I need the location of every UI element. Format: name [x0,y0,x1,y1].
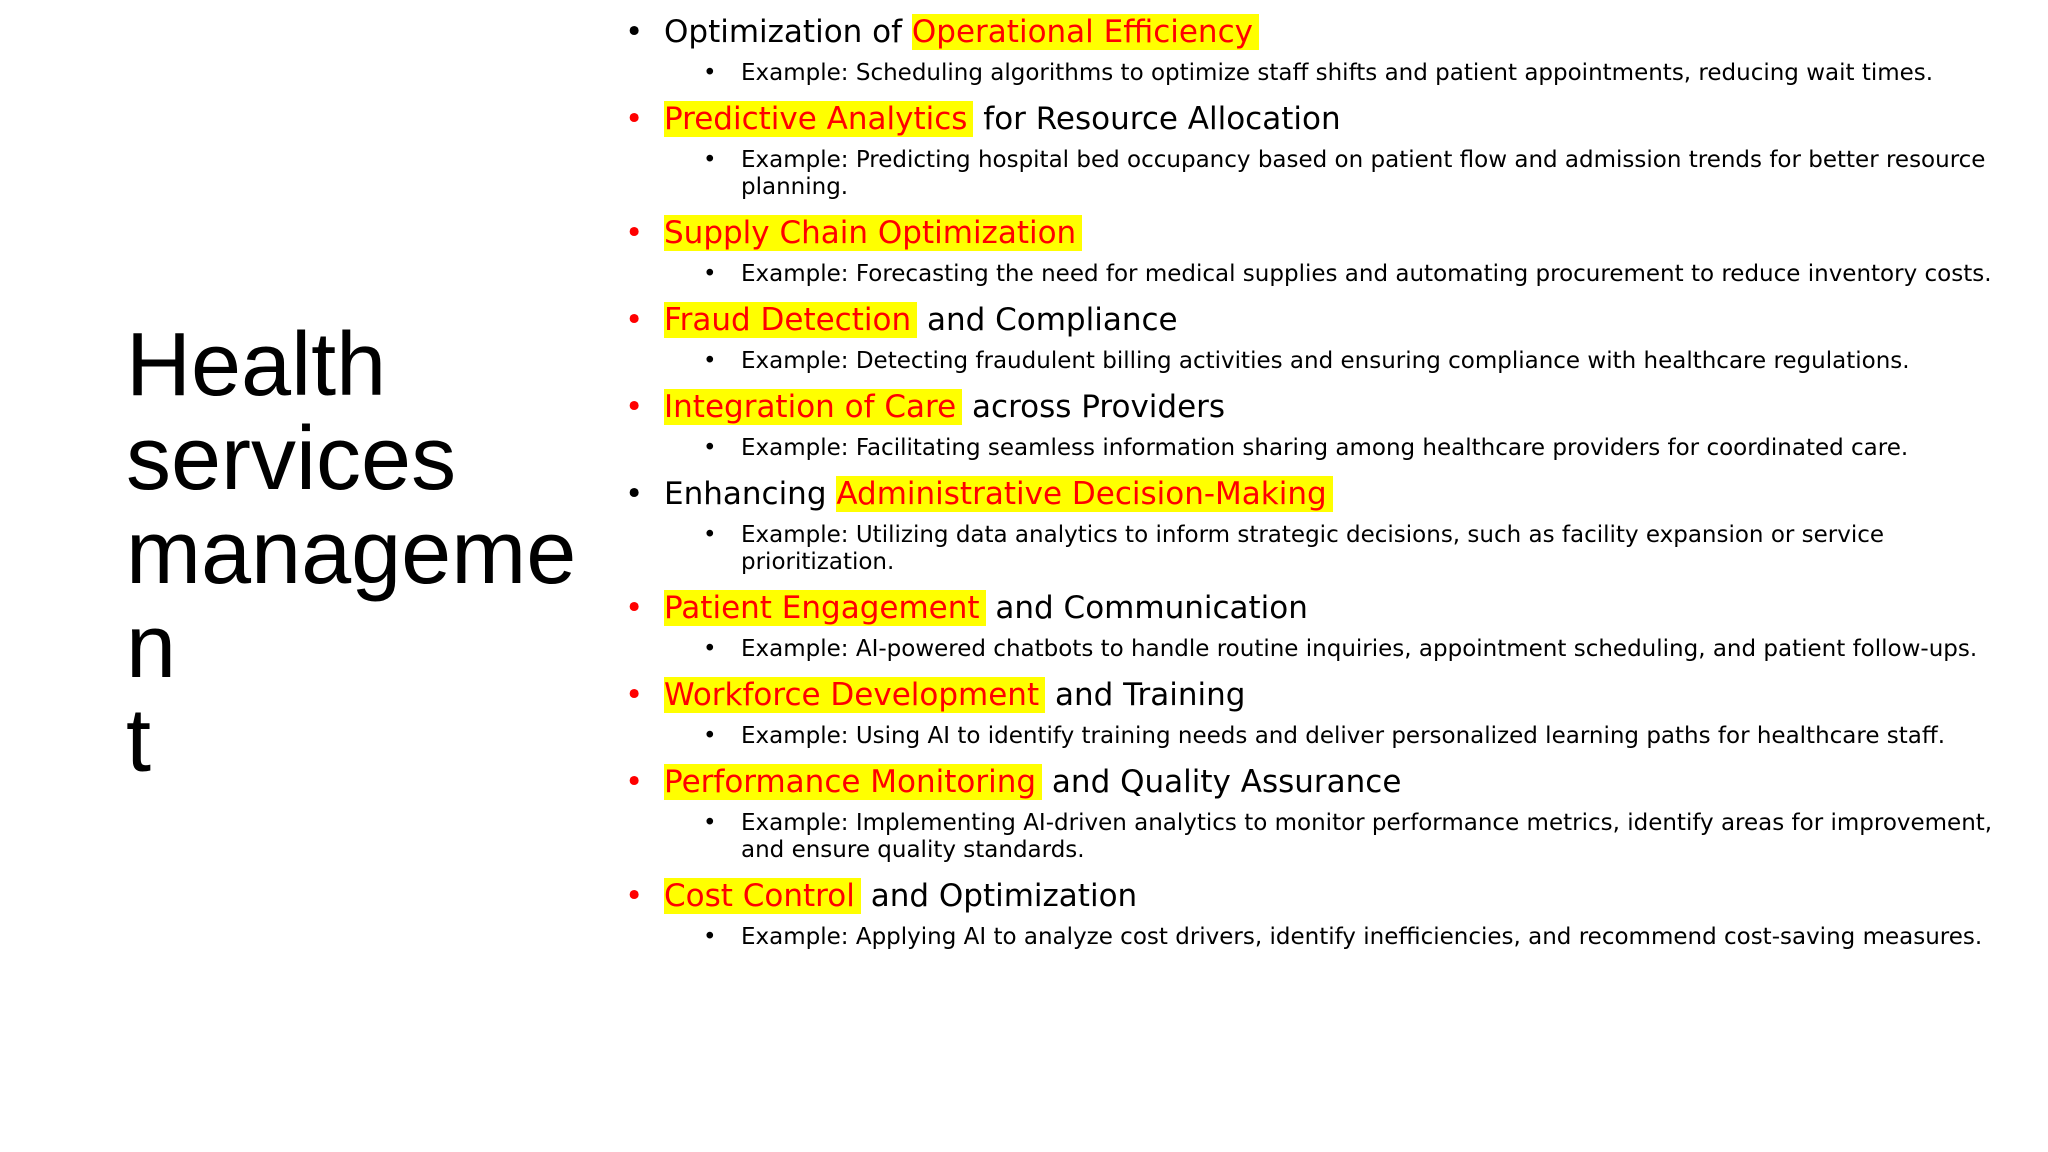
list-item [625,298,2025,375]
example-sub-item [625,147,2041,201]
sub-bullet-icon: • [703,147,717,173]
slide-title-line: t [126,691,152,791]
slide-title-line: managemen [126,503,577,697]
bullet-icon: • [625,878,644,914]
list-item-heading [625,586,2025,630]
bullet-icon: • [625,677,644,713]
example-sub-item [625,522,2041,576]
example-sub-item [625,810,2041,864]
sub-bullet-icon: • [703,348,717,374]
highlighted-term: Cost Control [664,878,861,914]
bullet-icon: • [625,476,644,512]
sub-bullet-icon: • [703,636,717,662]
heading-text-after: and Compliance [917,302,1178,338]
slide-title-line: Health [126,315,387,415]
list-item-heading [625,760,2025,804]
list-item [625,586,2025,663]
bullet-icon: • [625,764,644,800]
highlighted-term: Operational Efficiency [912,14,1259,50]
example-text: Example: AI-powered chatbots to handle routine inquiries, appointment scheduling, and patient follow-ups. [741,636,1978,662]
highlighted-term: Workforce Development [664,677,1045,713]
example-sub-item [625,261,2041,288]
list-item [625,385,2025,462]
list-item-heading [625,673,2025,717]
sub-bullet-icon: • [703,810,717,836]
bullet-icon: • [625,14,644,50]
list-item [625,97,2025,201]
bullet-icon: • [625,590,644,626]
slide-title [126,315,606,791]
list-item-heading [625,97,2025,141]
example-text: Example: Detecting fraudulent billing activities and ensuring compliance with healthcare regulations. [741,348,1910,374]
example-text: Example: Predicting hospital bed occupancy based on patient flow and admission trends for better resource planning. [741,147,1986,200]
example-sub-item [625,924,2041,951]
heading-text-after: and Communication [985,590,1308,626]
sub-bullet-icon: • [703,261,717,287]
list-item [625,10,2025,87]
list-item-heading [625,385,2025,429]
heading-text-before: Enhancing [664,476,837,512]
list-item-heading [625,874,2025,918]
highlighted-term: Patient Engagement [664,590,986,626]
bullet-icon: • [625,215,644,251]
sub-bullet-icon: • [703,522,717,548]
bullet-icon: • [625,101,644,137]
example-text: Example: Implementing AI-driven analytics to monitor performance metrics, identify areas for improvement, and ensure quality standards. [741,810,1993,863]
highlighted-term: Supply Chain Optimization [664,215,1082,251]
sub-bullet-icon: • [703,924,717,950]
highlighted-term: Integration of Care [664,389,962,425]
sub-bullet-icon: • [703,723,717,749]
heading-text-after: across Providers [962,389,1226,425]
example-text: Example: Scheduling algorithms to optimize staff shifts and patient appointments, reducing wait times. [741,60,1934,86]
example-sub-item [625,636,2041,663]
list-item [625,874,2025,951]
heading-text-after: for Resource Allocation [973,101,1341,137]
list-item-heading [625,472,2025,516]
example-text: Example: Utilizing data analytics to inform strategic decisions, such as facility expansion or service prioritization. [741,522,1885,575]
list-item-heading [625,211,2025,255]
highlighted-term: Predictive Analytics [664,101,973,137]
example-sub-item [625,435,2041,462]
bullet-icon: • [625,389,644,425]
example-sub-item [625,60,2041,87]
list-item [625,472,2025,576]
highlighted-term: Administrative Decision-Making [836,476,1332,512]
example-text: Example: Using AI to identify training needs and deliver personalized learning paths for healthcare staff. [741,723,1946,749]
list-item-heading [625,10,2025,54]
sub-bullet-icon: • [703,60,717,86]
sub-bullet-icon: • [703,435,717,461]
example-text: Example: Applying AI to analyze cost drivers, identify inefficiencies, and recommend cost-saving measures. [741,924,1983,950]
heading-text-before: Optimization of [664,14,912,50]
example-text: Example: Forecasting the need for medical supplies and automating procurement to reduce inventory costs. [741,261,1992,287]
heading-text-after: and Optimization [860,878,1138,914]
slide-title-line: services [126,409,457,509]
highlighted-term: Performance Monitoring [664,764,1042,800]
bullet-icon: • [625,302,644,338]
heading-text-after: and Quality Assurance [1042,764,1402,800]
list-item [625,211,2025,288]
example-sub-item [625,348,2041,375]
example-sub-item [625,723,2041,750]
list-item [625,673,2025,750]
highlighted-term: Fraud Detection [664,302,917,338]
heading-text-after: and Training [1045,677,1246,713]
list-item [625,760,2025,864]
list-item-heading [625,298,2025,342]
example-text: Example: Facilitating seamless information sharing among healthcare providers for coordinated care. [741,435,1909,461]
bullet-list [625,10,2025,961]
